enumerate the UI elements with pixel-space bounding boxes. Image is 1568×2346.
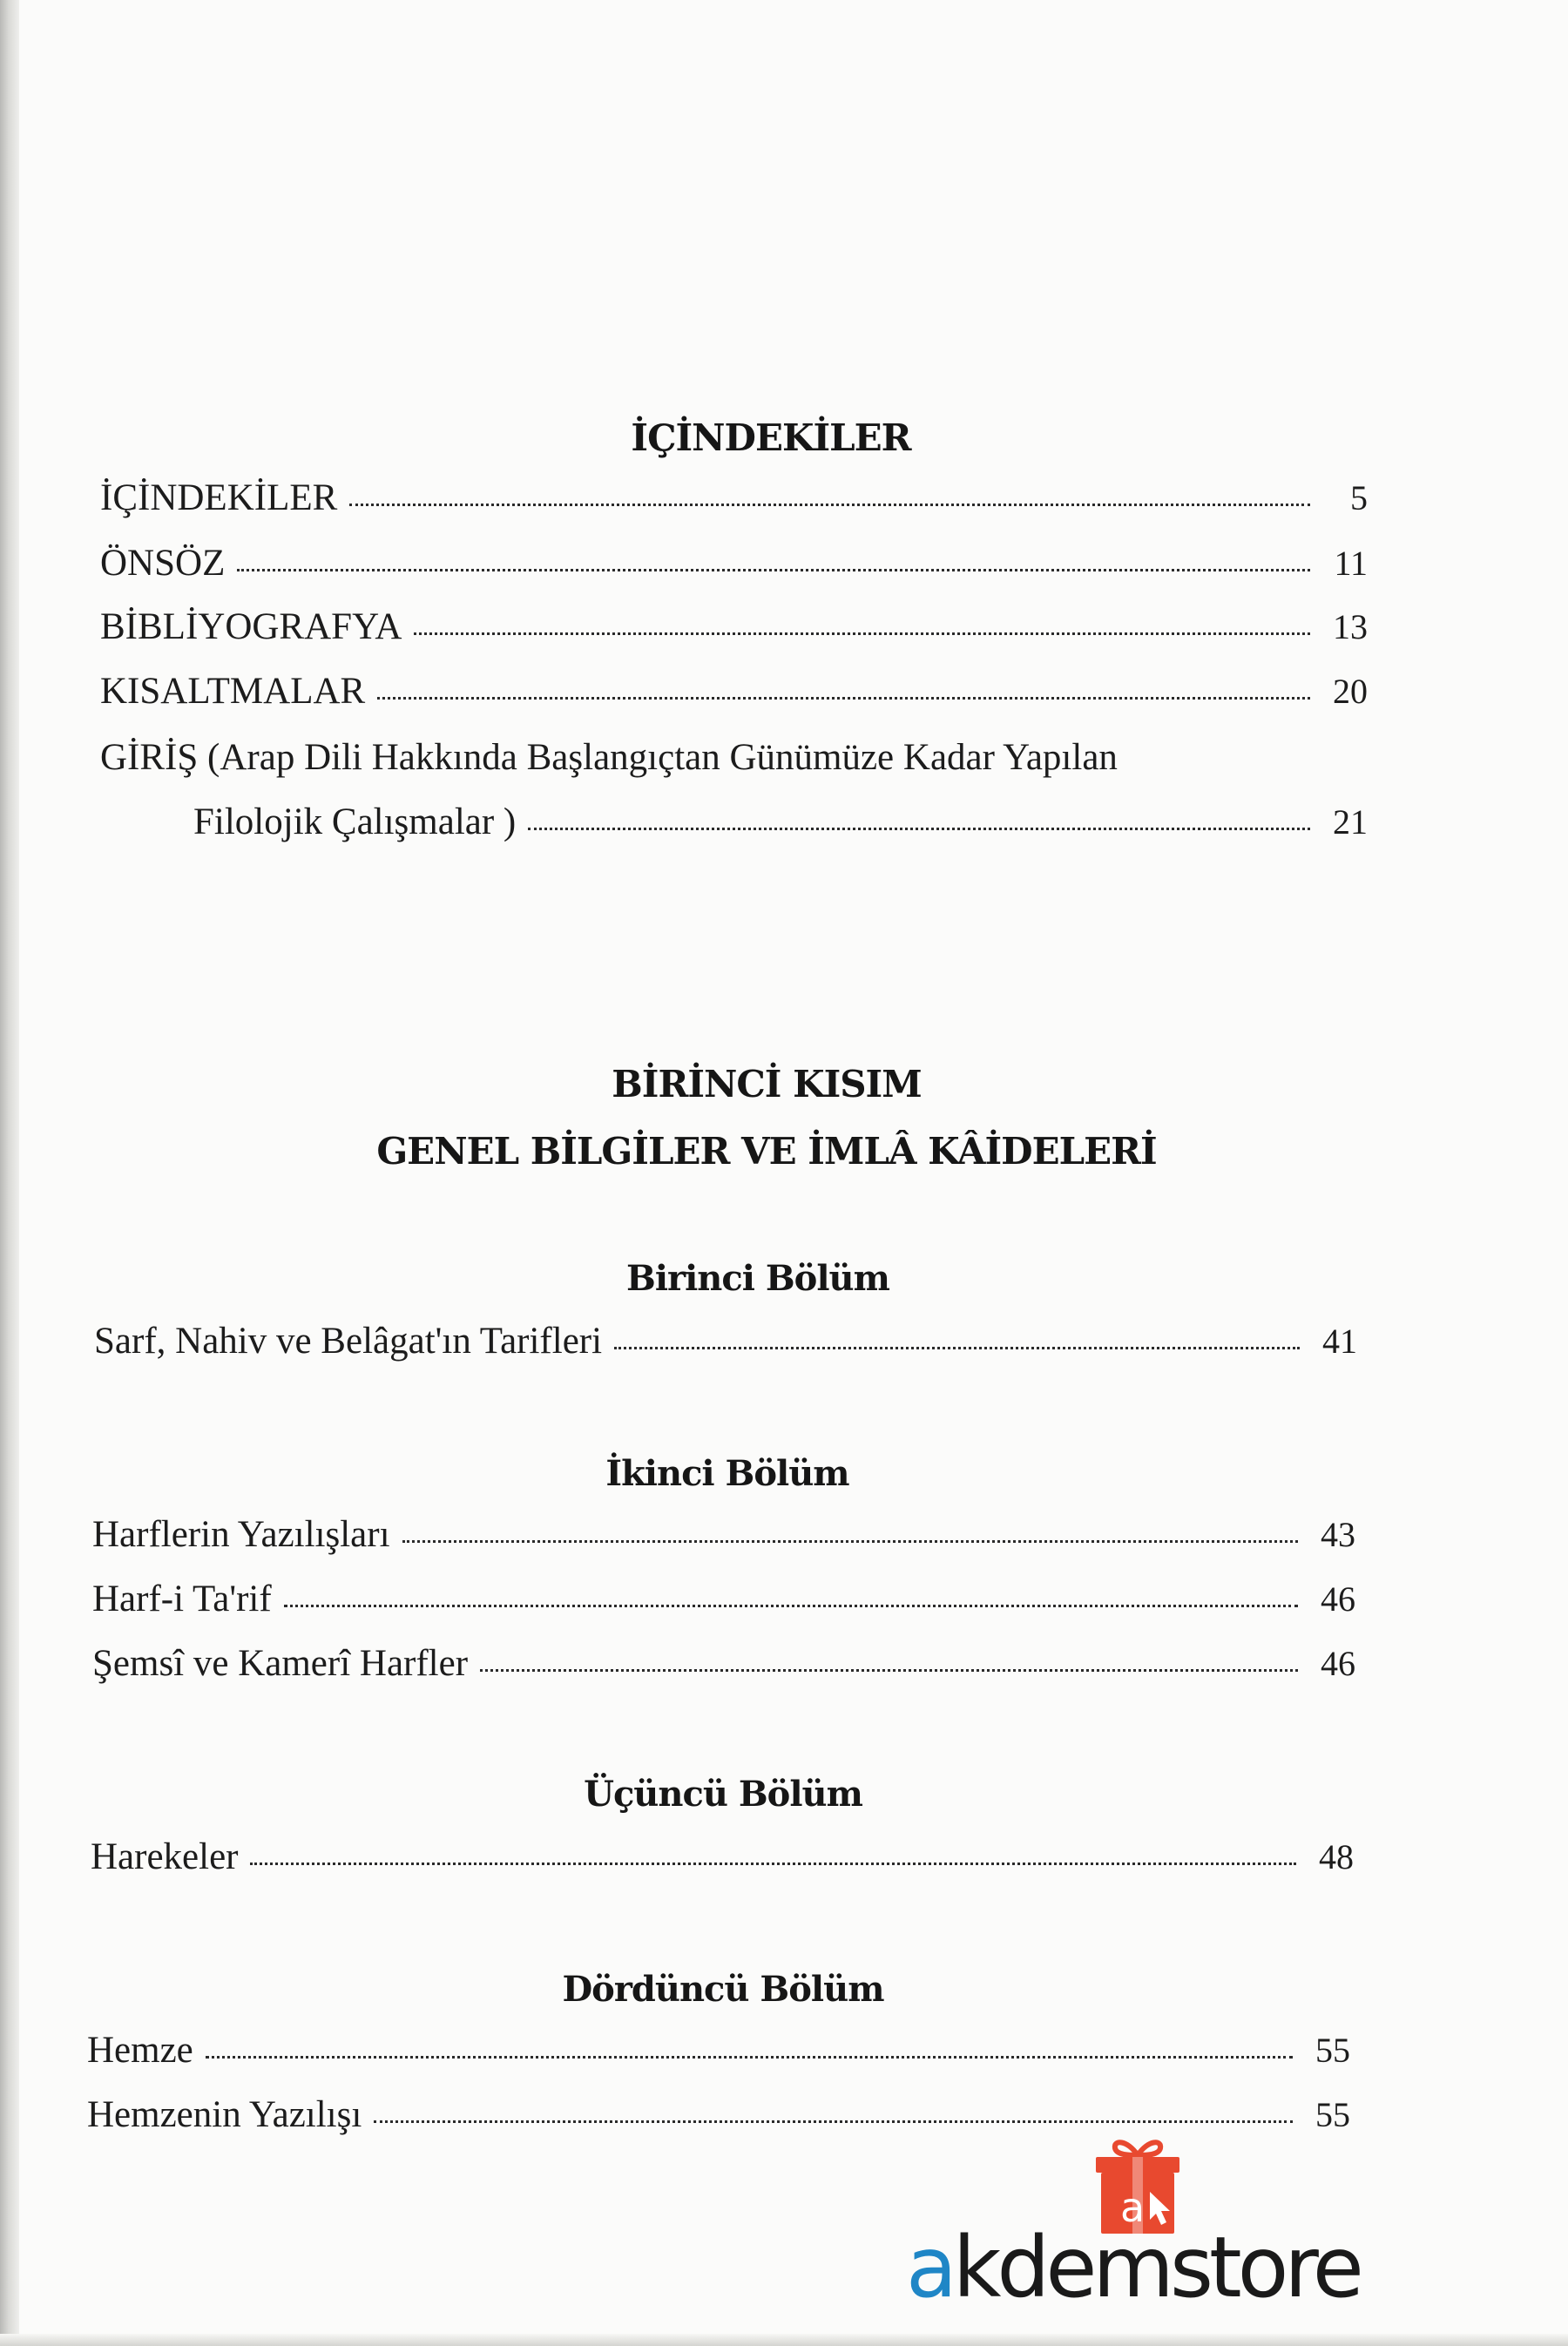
toc-label: Harflerin Yazılışları (92, 1514, 390, 1555)
toc-label: Şemsî ve Kamerî Harfler (92, 1643, 469, 1684)
leader-dots (250, 1863, 1296, 1865)
toc-row[interactable] (92, 1645, 1355, 1682)
part-subtitle: GENEL BİLGİLER VE İMLÂ KÂİDELERİ (376, 1130, 1157, 1173)
toc-label: Harekeler (91, 1836, 239, 1877)
intro-line-1[interactable]: GİRİŞ (Arap Dili Hakkında Başlangıçtan Günümüze Kadar Yapılan (100, 737, 1118, 778)
chapter-title: Birinci Bölüm (626, 1258, 889, 1299)
leader-dots (349, 504, 1310, 506)
leader-dots (414, 632, 1310, 635)
toc-label: BİBLİYOGRAFYA (100, 606, 402, 647)
toc-row[interactable] (87, 2096, 1350, 2133)
page-number: 55 (1315, 2031, 1350, 2070)
toc-row[interactable] (193, 803, 1368, 841)
leader-dots (374, 2120, 1293, 2123)
leader-dots (402, 1540, 1298, 1543)
page-number: 21 (1333, 802, 1368, 842)
toc-label: Hemzenin Yazılışı (87, 2094, 362, 2135)
toc-row[interactable] (94, 1322, 1357, 1360)
leader-dots (480, 1669, 1298, 1672)
toc-label: Filolojik Çalışmalar ) (193, 801, 517, 842)
toc-row[interactable] (100, 673, 1368, 710)
page-number: 43 (1321, 1515, 1355, 1554)
page-number: 55 (1315, 2095, 1350, 2134)
toc-row[interactable] (100, 479, 1368, 517)
toc-label: KISALTMALAR (100, 671, 366, 712)
chapter-title: Dördüncü Bölüm (562, 1969, 884, 2010)
page-number: 13 (1333, 607, 1368, 646)
akdemstore-logo (906, 2134, 1376, 2316)
toc-heading: İÇİNDEKİLER (631, 416, 911, 459)
toc-label: İÇİNDEKİLER (100, 477, 338, 518)
page-number: 46 (1321, 1644, 1355, 1683)
leader-dots (377, 697, 1310, 700)
part-title: BİRİNCİ KISIM (612, 1063, 922, 1105)
toc-row[interactable] (91, 1838, 1354, 1876)
page-number: 48 (1319, 1837, 1354, 1876)
page-number: 20 (1333, 672, 1368, 711)
toc-row[interactable] (92, 1580, 1355, 1618)
toc-row[interactable] (87, 2032, 1350, 2069)
toc-label: Sarf, Nahiv ve Belâgat'ın Tarifleri (94, 1321, 603, 1362)
page-number: 5 (1350, 478, 1368, 517)
page-bottom-edge (0, 2334, 1568, 2346)
leader-dots (528, 828, 1310, 830)
page-number: 41 (1322, 1322, 1357, 1361)
toc-label: Harf-i Ta'rif (92, 1579, 272, 1619)
chapter-title: Üçüncü Bölüm (584, 1774, 862, 1815)
toc-row[interactable] (100, 544, 1368, 582)
leader-dots (206, 2056, 1293, 2059)
brand-rest: kdemstore (952, 2219, 1360, 2316)
chapter-title: İkinci Bölüm (605, 1453, 849, 1494)
toc-row[interactable] (100, 608, 1368, 646)
leader-dots (237, 569, 1310, 571)
toc-row[interactable] (92, 1516, 1355, 1553)
page-number: 46 (1321, 1579, 1355, 1619)
brand-name (906, 2219, 1376, 2316)
leader-dots (614, 1347, 1300, 1349)
leader-dots (284, 1605, 1298, 1607)
brand-first-letter: a (906, 2219, 953, 2316)
toc-label: ÖNSÖZ (100, 543, 226, 584)
logo-icon-letter: a (1120, 2184, 1146, 2231)
page-number: 11 (1334, 544, 1368, 583)
toc-label: Hemze (87, 2030, 193, 2071)
